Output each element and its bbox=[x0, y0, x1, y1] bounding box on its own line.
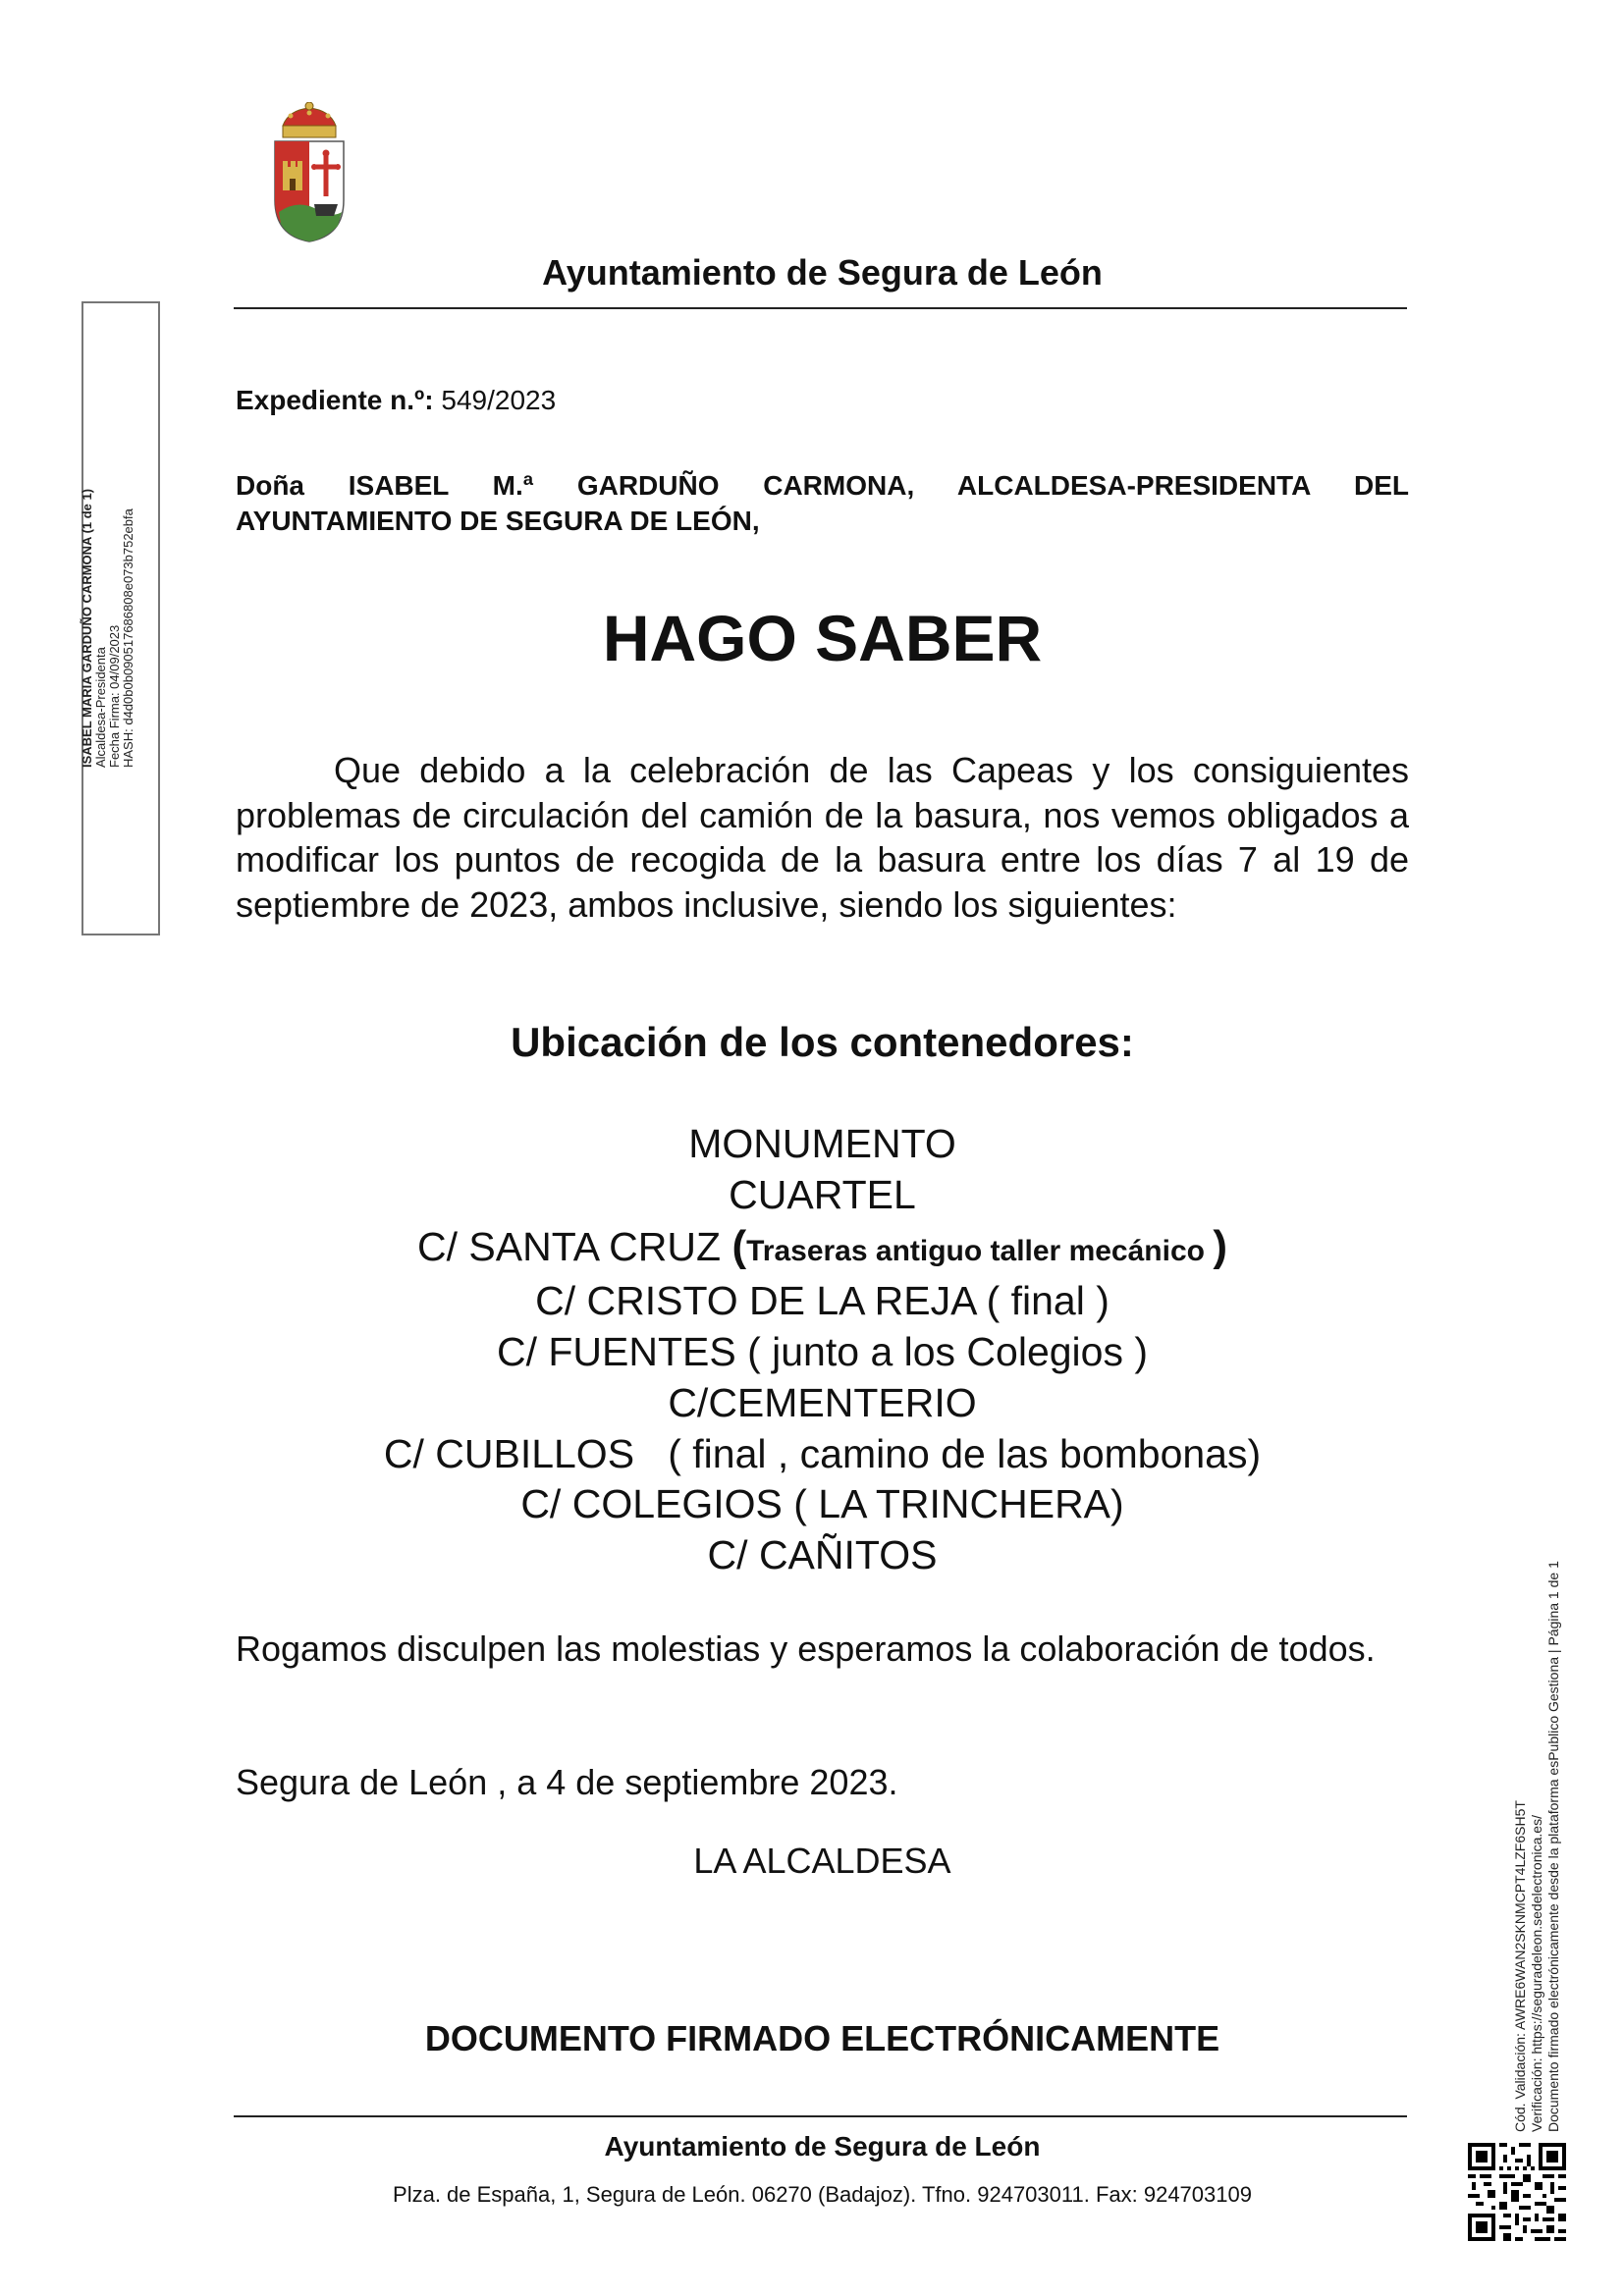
header-divider bbox=[234, 307, 1407, 309]
closing-text: Rogamos disculpen las molestias y esperamos la colaboración de todos. bbox=[236, 1629, 1376, 1669]
validation-code: Cód. Validación: AWRE6WAN2SKNMCPT4LZF6SH5T bbox=[1512, 1800, 1528, 2132]
signature-stamp-text bbox=[81, 483, 159, 768]
intro-text: Doña ISABEL M.ª GARDUÑO CARMONA, ALCALDESA-PRESIDENTA DEL AYUNTAMIENTO DE SEGURA DE LEÓN, bbox=[236, 470, 1409, 536]
coat-of-arms-logo bbox=[269, 102, 350, 245]
list-item: CUARTEL bbox=[729, 1171, 916, 1217]
signed-notice: DOCUMENTO FIRMADO ELECTRÓNICAMENTE bbox=[424, 2018, 1220, 2058]
list-item: C/ CUBILLOS ( final , camino de las bombonas) bbox=[383, 1430, 1262, 1476]
list-item: C/ CRISTO DE LA REJA ( final ) bbox=[535, 1278, 1110, 1324]
validation-url: Verificación: https://seguradeleon.sedelectronica.es/ bbox=[1529, 1815, 1544, 2132]
signature-role: Alcaldesa-Presidenta bbox=[93, 647, 108, 768]
footer-title: Ayuntamiento de Segura de León bbox=[604, 2131, 1041, 2162]
location-street: C/ SANTA CRUZ bbox=[417, 1223, 732, 1269]
locations-list bbox=[236, 1119, 1409, 1581]
location-note: Traseras antiguo taller mecánico bbox=[746, 1234, 1214, 1267]
locations-title: Ubicación de los contenedores: bbox=[511, 1019, 1134, 1065]
open-paren: ( bbox=[731, 1221, 747, 1270]
close-paren: ) bbox=[1213, 1221, 1227, 1270]
list-item: C/ FUENTES ( junto a los Colegios ) bbox=[496, 1329, 1149, 1374]
footer-divider bbox=[234, 2115, 1407, 2117]
list-item bbox=[236, 1221, 1409, 1277]
signer-title: LA ALCALDESA bbox=[693, 1841, 951, 1881]
list-item: C/ CAÑITOS bbox=[707, 1532, 938, 1577]
file-number-value: 549/2023 bbox=[441, 385, 557, 415]
body-paragraph: Que debido a la celebración de las Capeas y los consiguientes problemas de circulación del camión de la basura, nos vemos obligados a modificar los puntos de recogida de la basura entre los días 7 al 19 de septiembre de 2023, ambos inclusive, siendo los siguientes: bbox=[236, 750, 1409, 925]
signature-hash: HASH: d4d0b0b090517686808e073b752ebfa bbox=[121, 508, 135, 768]
file-number-label: Expediente n.º: bbox=[236, 385, 434, 415]
list-item: MONUMENTO bbox=[688, 1121, 956, 1166]
validation-platform: Documento firmado electrónicamente desde la plataforma esPublico Gestiona | Página 1 de 1 bbox=[1545, 1561, 1561, 2132]
signature-signer: ISABEL MARIA GARDUÑO CARMONA (1 de 1) bbox=[80, 488, 94, 768]
list-item: C/CEMENTERIO bbox=[668, 1379, 977, 1425]
main-heading: HAGO SABER bbox=[602, 602, 1043, 674]
header-title: Ayuntamiento de Segura de León bbox=[542, 252, 1103, 293]
qr-code-icon bbox=[1468, 2143, 1566, 2241]
signature-date: Fecha Firma: 04/09/2023 bbox=[107, 624, 122, 768]
validation-text bbox=[1512, 1425, 1571, 2132]
date-line: Segura de León , a 4 de septiembre 2023. bbox=[236, 1762, 898, 1802]
footer-address: Plza. de España, 1, Segura de León. 06270 (Badajoz). Tfno. 924703011. Fax: 924703109 bbox=[393, 2182, 1252, 2207]
file-number bbox=[236, 381, 556, 420]
list-item: C/ COLEGIOS ( LA TRINCHERA) bbox=[520, 1481, 1124, 1527]
